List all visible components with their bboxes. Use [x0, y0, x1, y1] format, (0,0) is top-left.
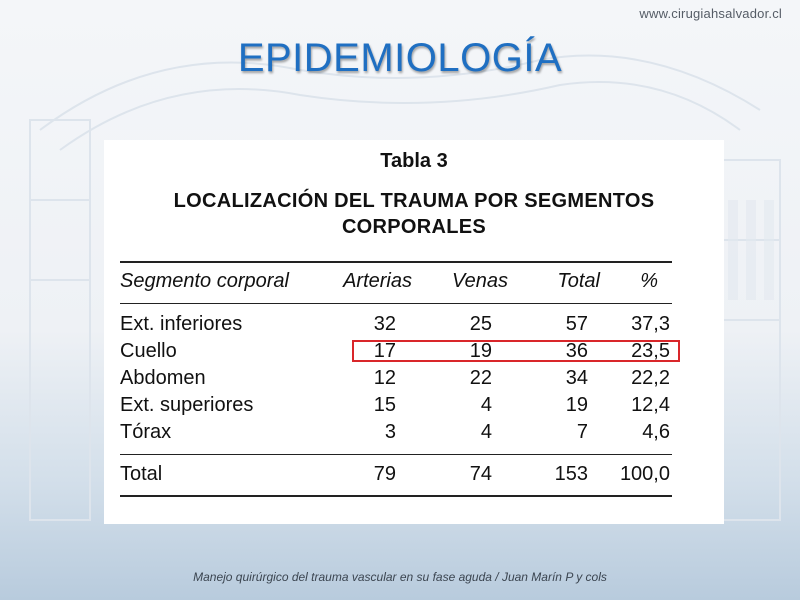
row-ext-inferiores-segment: Ext. inferiores [120, 313, 243, 335]
row-abdomen-arterias: 12 [373, 367, 396, 389]
table-caption-line1: LOCALIZACIÓN DEL TRAUMA POR SEGMENTOS [173, 190, 655, 212]
row-total-segment: Total [120, 463, 163, 485]
row-abdomen-pct: 22,2 [631, 367, 670, 389]
table-top-rule [120, 261, 672, 263]
table-heading: Tabla 3 [380, 150, 448, 172]
column-header-total: Total [557, 270, 600, 292]
column-header-segment: Segmento corporal [120, 270, 289, 292]
row-ext-superiores-segment: Ext. superiores [120, 394, 254, 416]
row-torax-venas: 4 [480, 421, 492, 443]
table-figure [104, 140, 724, 524]
highlight-box-cuello [352, 340, 680, 362]
row-ext-inferiores-venas: 25 [469, 313, 492, 335]
row-total-total: 153 [554, 463, 588, 485]
row-abdomen-total: 34 [565, 367, 588, 389]
row-ext-inferiores-pct: 37,3 [631, 313, 670, 335]
row-torax-segment: Tórax [120, 421, 172, 443]
row-torax-arterias: 3 [384, 421, 396, 443]
site-url: www.cirugiahsalvador.cl [639, 6, 782, 21]
row-abdomen-venas: 22 [469, 367, 492, 389]
table-header-rule [120, 303, 672, 304]
column-header-venas: Venas [452, 270, 508, 292]
row-cuello-total: 36 [565, 340, 588, 362]
row-ext-superiores-pct: 12,4 [631, 394, 670, 416]
row-ext-inferiores-total: 57 [565, 313, 588, 335]
row-ext-superiores-total: 19 [565, 394, 588, 416]
slide-title: EPIDEMIOLOGÍA [237, 36, 563, 80]
row-total-venas: 74 [469, 463, 492, 485]
row-cuello-arterias: 17 [373, 340, 396, 362]
table-caption [104, 188, 724, 240]
row-ext-superiores-venas: 4 [480, 394, 492, 416]
row-torax-total: 7 [576, 421, 588, 443]
column-header-arterias: Arterias [343, 270, 412, 292]
footer-citation: Manejo quirúrgico del trauma vascular en su fase aguda / Juan Marín P y cols [193, 570, 607, 584]
row-total-pct: 100,0 [619, 463, 670, 485]
row-torax-pct: 4,6 [642, 421, 670, 443]
table-caption-line2: CORPORALES [341, 216, 487, 238]
row-abdomen-segment: Abdomen [120, 367, 206, 389]
row-total-arterias: 79 [373, 463, 396, 485]
row-ext-superiores-arterias: 15 [373, 394, 396, 416]
table-bottom-rule [120, 495, 672, 497]
row-cuello-pct: 23,5 [631, 340, 670, 362]
row-cuello-venas: 19 [469, 340, 492, 362]
column-header-percent: % [640, 270, 658, 292]
row-cuello-segment: Cuello [120, 340, 177, 362]
table-total-rule [120, 454, 672, 455]
row-ext-inferiores-arterias: 32 [373, 313, 396, 335]
